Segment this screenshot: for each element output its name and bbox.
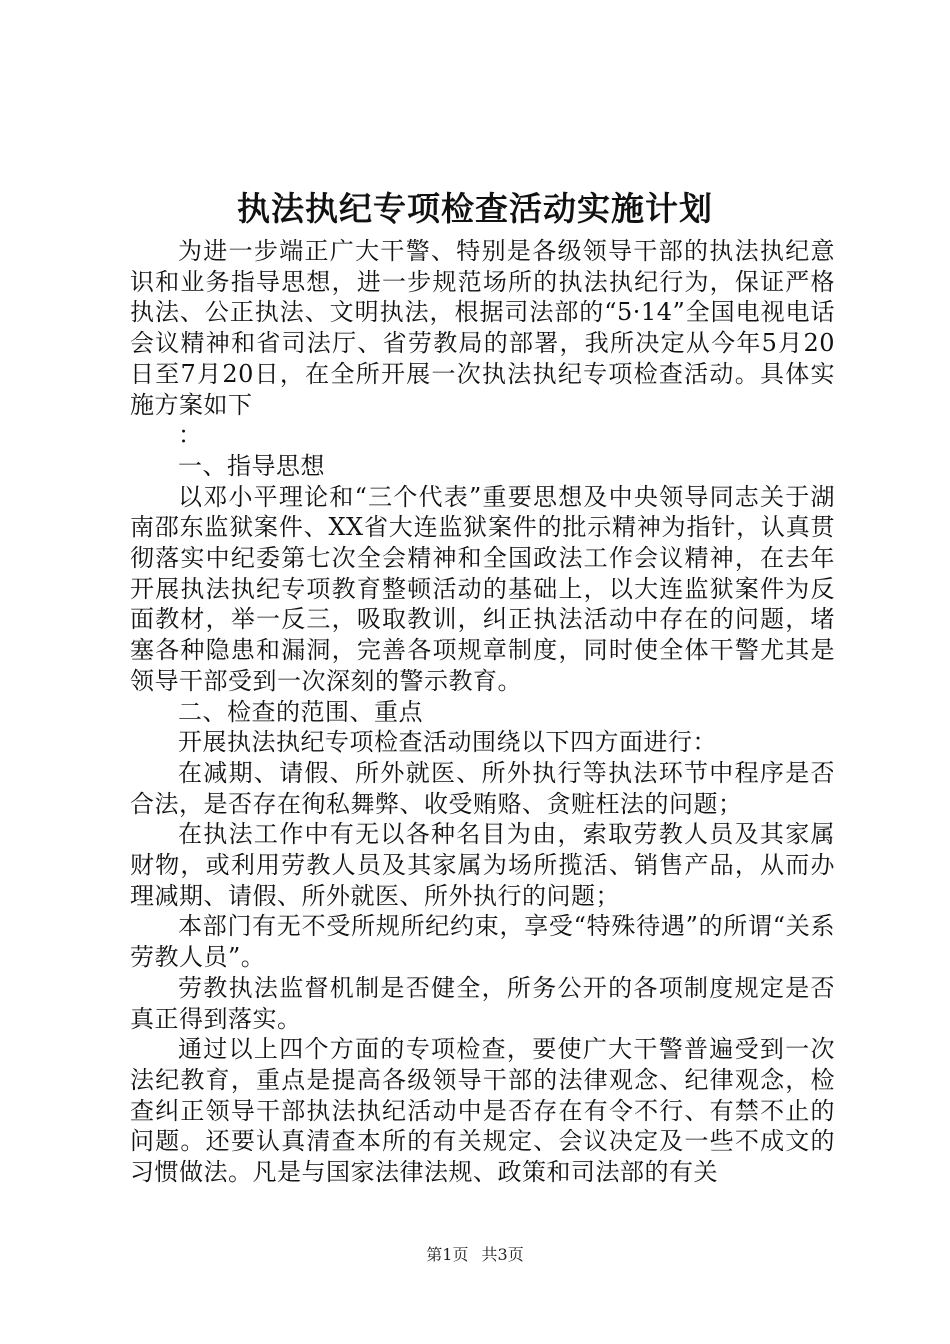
paragraph-item-4: 劳教执法监督机制是否健全，所务公开的各项制度规定是否真正得到落实。: [130, 973, 835, 1033]
section-heading-scope: 二、检查的范围、重点: [178, 697, 423, 726]
page-number: 第1页: [426, 1245, 469, 1264]
document-body: [130, 236, 835, 1188]
paragraph-guiding-thought: 以邓小平理论和“三个代表”重要思想及中央领导同志关于湖南邵东监狱案件、XX省大连监狱案件的批示精神为指针，认真贯彻落实中纪委第七次全会精神和全国政法工作会议精神，在去年开展执法执纪专项教育整顿活动的基础上，以大连监狱案件为反面教材，举一反三，吸取教训，纠正执法活动中存在的问题，堵塞各种隐患和漏洞，完善各项规章制度，同时使全体干警尤其是领导干部受到一次深刻的警示教育。: [130, 482, 835, 695]
paragraph-summary: 通过以上四个方面的专项检查，要使广大干警普遍受到一次法纪教育，重点是提高各级领导干部的法律观念、纪律观念，检查纠正领导干部执法执纪活动中是否存在有令不行、有禁不止的问题。还要认真清查本所的有关规定、会议决定及一些不成文的习惯做法。凡是与国家法律法规、政策和司法部的有关: [130, 1035, 835, 1187]
document-title: 执法执纪专项检查活动实施计划: [237, 189, 713, 228]
paragraph-intro: 为进一步端正广大干警、特别是各级领导干部的执法执纪意识和业务指导思想，进一步规范场所的执法执纪行为，保证严格执法、公正执法、文明执法，根据司法部的“5·14”全国电视电话会议精神和省司法厅、省劳教局的部署，我所决定从今年5月20日至7月20日，在全所开展一次执法执纪专项检查活动。具体实施方案如下: [130, 237, 835, 419]
paragraph-item-1: 在减期、请假、所外就医、所外执行等执法环节中程序是否合法，是否存在徇私舞弊、收受贿赂、贪赃枉法的问题；: [130, 758, 835, 818]
paragraph-item-3: 本部门有无不受所规所纪约束，享受“特殊待遇”的所谓“关系劳教人员”。: [130, 912, 835, 972]
paragraph-colon: ：: [178, 421, 203, 450]
page-footer: [0, 1244, 950, 1266]
section-heading-guiding-thought: 一、指导思想: [178, 451, 325, 480]
paragraph-scope-intro: 开展执法执纪专项检查活动围绕以下四方面进行：: [178, 728, 717, 757]
page-total: 共3页: [481, 1245, 524, 1264]
paragraph-item-2: 在执法工作中有无以各种名目为由，索取劳教人员及其家属财物，或利用劳教人员及其家属为场所揽活、销售产品，从而办理减期、请假、所外就医、所外执行的问题；: [130, 820, 835, 910]
